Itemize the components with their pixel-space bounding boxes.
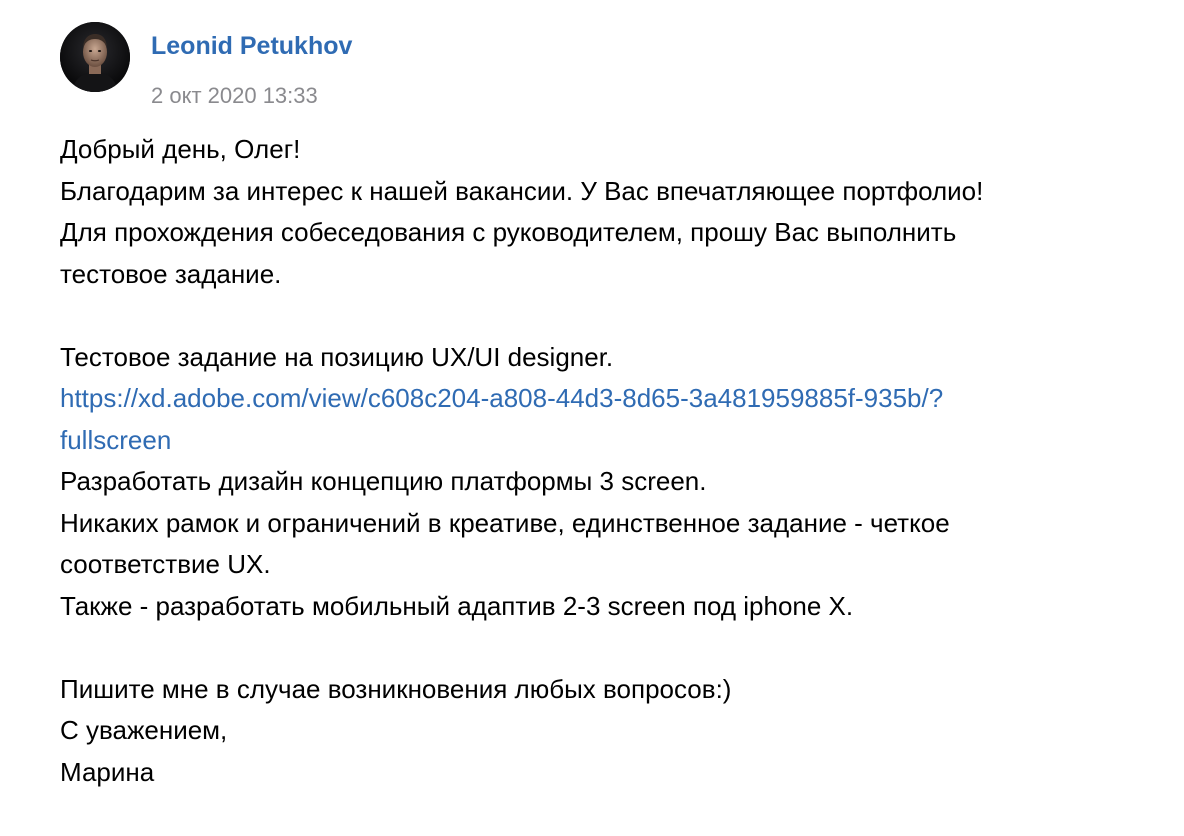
- message-line: Пишите мне в случае возникновения любых вопросов:): [60, 673, 732, 704]
- message-line: Никаких рамок и ограничений в креативе, единственное задание - четкое: [60, 507, 950, 538]
- message-line: Благодарим за интерес к нашей вакансии. У Вас впечатляющее портфолио!: [60, 175, 984, 206]
- post-header: [60, 22, 352, 109]
- task-link[interactable]: https://xd.adobe.com/view/c608c204-a808-44d3-8d65-3a481959885f-935b/?: [60, 383, 944, 413]
- avatar-photo-icon: [60, 22, 130, 92]
- message-line: Также - разработать мобильный адаптив 2-3 screen под iphone X.: [60, 590, 854, 621]
- message-signature: Марина: [60, 756, 155, 787]
- paragraph-gap: [60, 627, 1160, 669]
- message-line: Разработать дизайн концепцию платформы 3 screen.: [60, 466, 707, 496]
- message-line: Для прохождения собеседования с руководителем, прошу Вас выполнить: [60, 217, 957, 247]
- post-date[interactable]: 2 окт 2020 13:33: [151, 83, 318, 108]
- task-link-continuation[interactable]: fullscreen: [60, 424, 172, 455]
- message-line: тестовое задание.: [60, 258, 282, 289]
- message-closing: С уважением,: [60, 715, 228, 745]
- author-name-link[interactable]: Leonid Petukhov: [151, 32, 353, 60]
- author-block: [151, 22, 352, 109]
- message-line: соответствие UX.: [60, 549, 271, 579]
- message-greeting: Добрый день, Олег!: [60, 134, 301, 164]
- task-title: Тестовое задание на позицию UX/UI designer.: [60, 341, 614, 372]
- avatar[interactable]: [60, 22, 130, 92]
- message-body: [60, 129, 1160, 793]
- paragraph-gap: [60, 295, 1160, 337]
